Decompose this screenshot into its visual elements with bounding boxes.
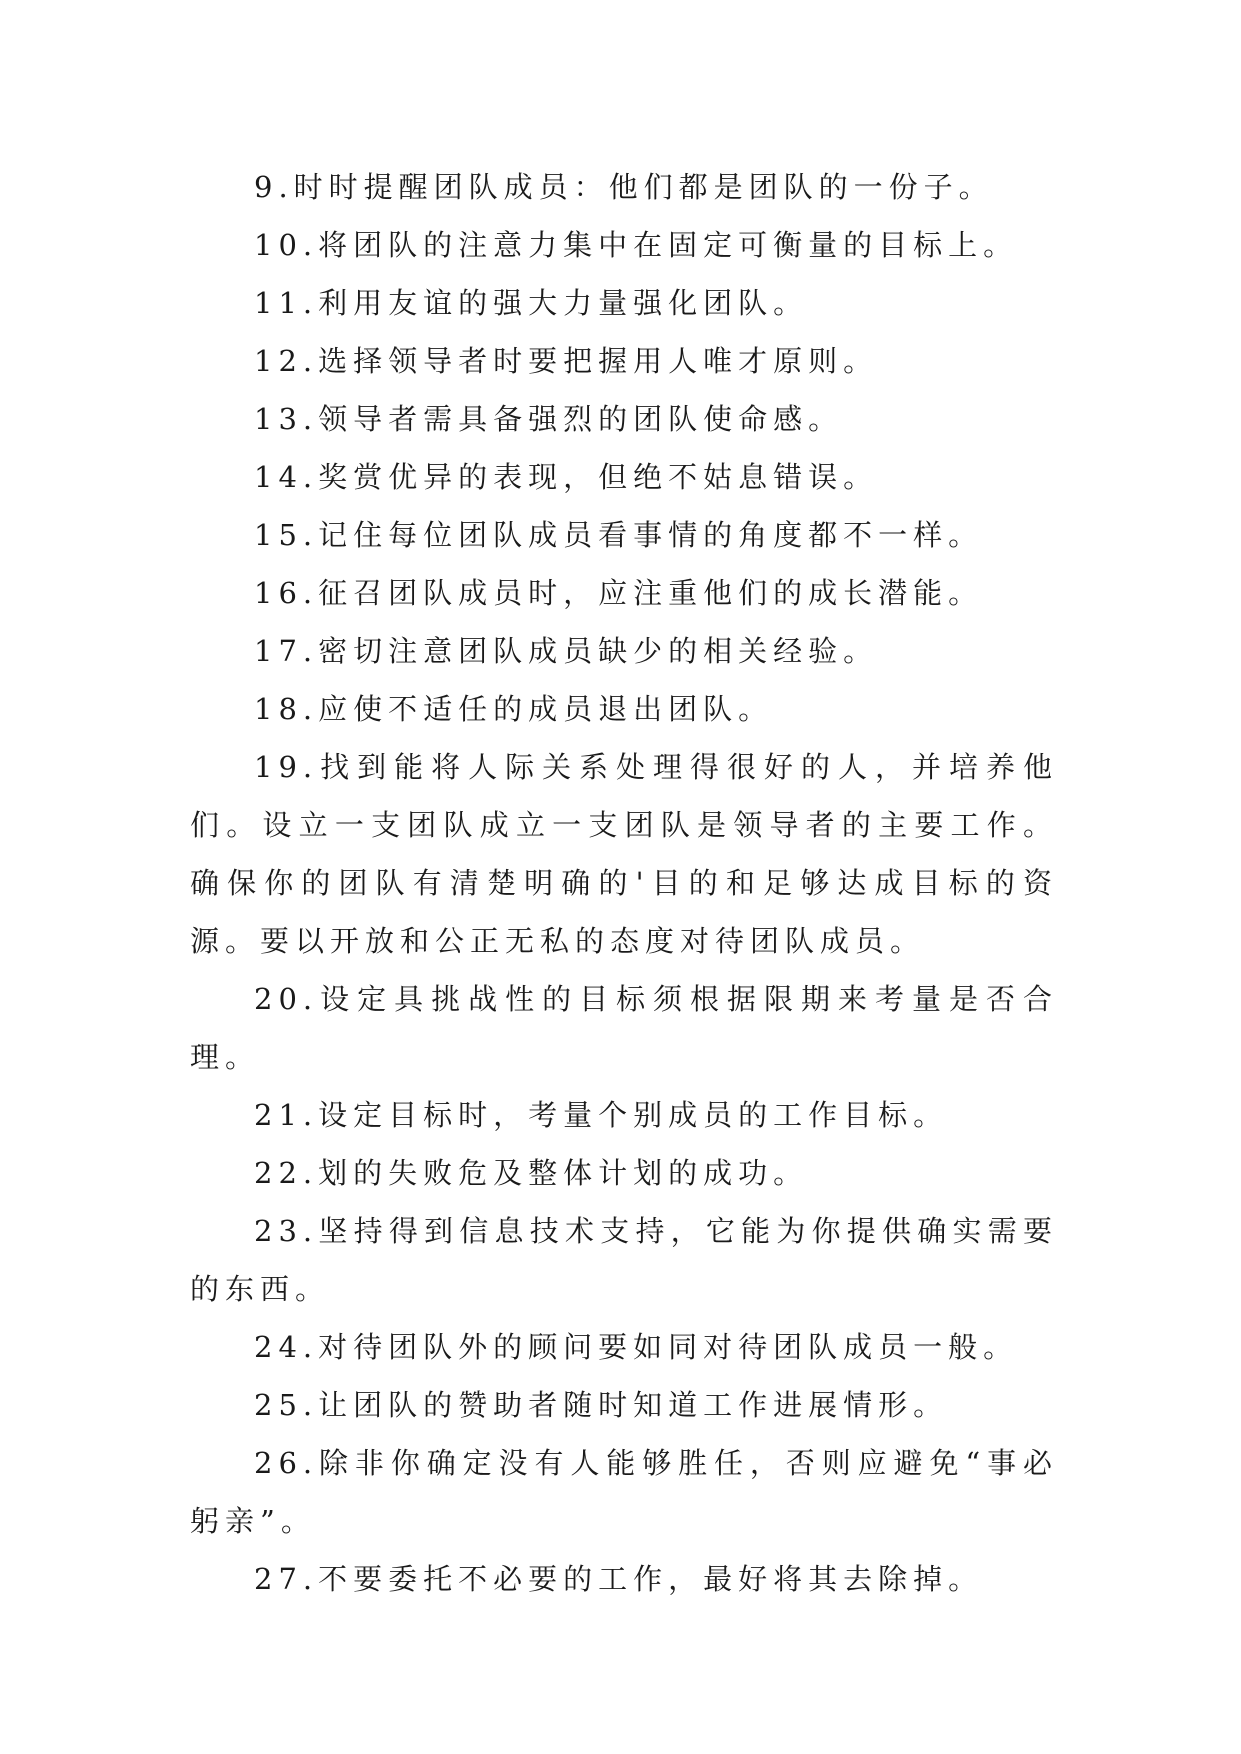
paragraph: 26.除非你确定没有人能够胜任，否则应避免“事必躬亲”。 <box>190 1446 1058 1538</box>
paragraph: 12.选择领导者时要把握用人唯才原则。 <box>254 344 879 378</box>
paragraph: 20.设定具挑战性的目标须根据限期来考量是否合理。 <box>190 982 1058 1074</box>
paragraph: 17.密切注意团队成员缺少的相关经验。 <box>254 634 879 668</box>
paragraph: 13.领导者需具备强烈的团队使命感。 <box>254 402 844 436</box>
paragraph: 22.划的失败危及整体计划的成功。 <box>254 1156 809 1190</box>
paragraph: 14.奖赏优异的表现，但绝不姑息错误。 <box>254 460 879 494</box>
paragraph: 11.利用友谊的强大力量强化团队。 <box>254 286 809 320</box>
paragraph: 25.让团队的赞助者随时知道工作进展情形。 <box>254 1388 949 1422</box>
paragraph: 18.应使不适任的成员退出团队。 <box>254 692 774 726</box>
paragraph: 19.找到能将人际关系处理得很好的人，并培养他们。设立一支团队成立一支团队是领导者的主要工作。确保你的团队有清楚明确的'目的和足够达成目标的资源。要以开放和公正无私的态度对待团队成员。 <box>190 750 1058 958</box>
paragraph: 27.不要委托不必要的工作，最好将其去除掉。 <box>254 1562 984 1596</box>
paragraph: 10.将团队的注意力集中在固定可衡量的目标上。 <box>254 228 1019 262</box>
paragraph: 9.时时提醒团队成员：他们都是团队的一份子。 <box>254 170 994 204</box>
paragraph: 15.记住每位团队成员看事情的角度都不一样。 <box>254 518 984 552</box>
paragraph: 21.设定目标时，考量个别成员的工作目标。 <box>254 1098 949 1132</box>
paragraph: 16.征召团队成员时，应注重他们的成长潜能。 <box>254 576 984 610</box>
paragraph: 24.对待团队外的顾问要如同对待团队成员一般。 <box>254 1330 1019 1364</box>
paragraph: 23.坚持得到信息技术支持，它能为你提供确实需要的东西。 <box>190 1214 1058 1306</box>
document-body <box>190 158 1058 1608</box>
